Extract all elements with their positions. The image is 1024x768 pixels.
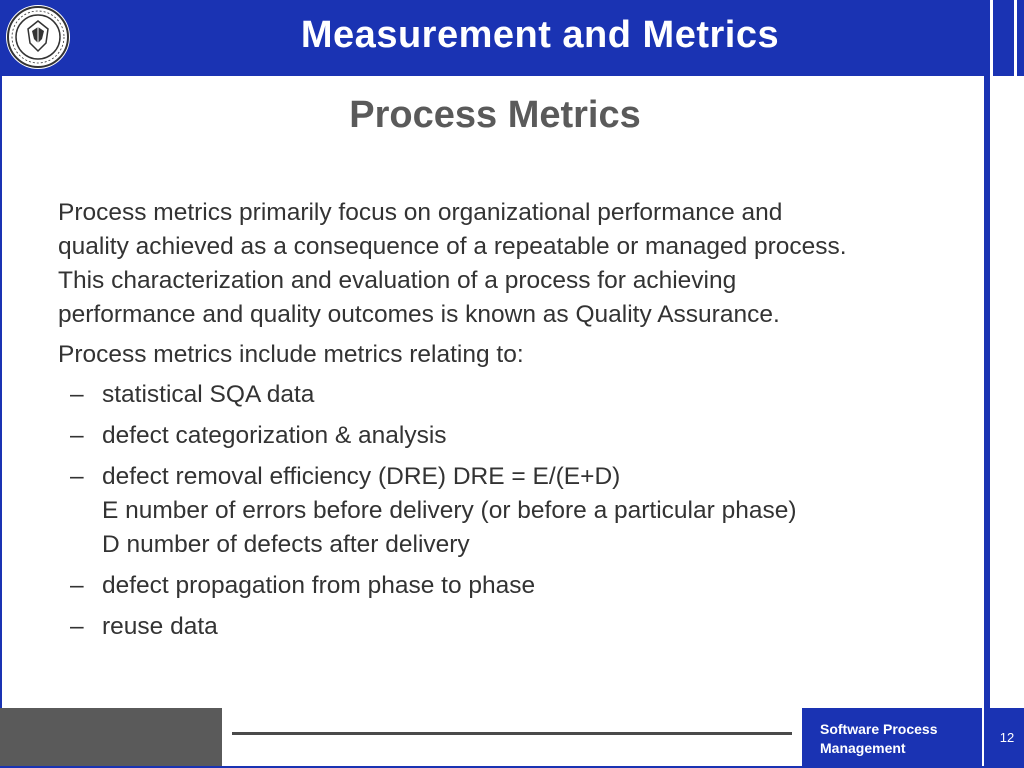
dash-bullet: – <box>70 381 84 408</box>
list-item-text: defect categorization & analysis <box>102 422 447 449</box>
paragraph-line: Process metrics include metrics relating to: <box>58 341 524 368</box>
slide-body <box>58 196 980 651</box>
list-item <box>58 610 980 644</box>
list-item <box>58 419 980 453</box>
intro-paragraph <box>58 196 980 332</box>
right-stripe-gap <box>1014 0 1017 76</box>
list-intro <box>58 338 980 372</box>
slide-title: Process Metrics <box>349 94 641 136</box>
footer-divider <box>232 732 792 735</box>
right-stripe-gap <box>990 0 993 76</box>
list-item-text: reuse data <box>102 613 218 640</box>
dash-bullet: – <box>70 613 84 640</box>
paragraph-line: Process metrics primarily focus on organizational performance and <box>58 199 783 226</box>
dash-bullet: – <box>70 572 84 599</box>
list-item <box>58 569 980 603</box>
footer-course-line: Management <box>820 740 906 756</box>
list-item-text: defect propagation from phase to phase <box>102 572 536 599</box>
footer-course-line: Software Process <box>820 721 938 737</box>
footer-course-label <box>802 708 982 768</box>
list-item-text: E number of errors before delivery (or before a particular phase) <box>102 497 797 524</box>
list-item <box>58 378 980 412</box>
header-title: Measurement and Metrics <box>300 14 780 56</box>
header-bar <box>0 0 984 76</box>
list-item-text: defect removal efficiency (DRE) DRE = E/(E+D) <box>102 463 621 490</box>
list-item-text: statistical SQA data <box>102 381 315 408</box>
dash-bullet: – <box>70 463 84 490</box>
list-item-text: D number of defects after delivery <box>102 531 470 558</box>
dash-bullet: – <box>70 422 84 449</box>
footer-gray-block <box>0 708 222 768</box>
page-number: 12 <box>990 708 1024 768</box>
paragraph-line: performance and quality outcomes is known as Quality Assurance. <box>58 301 780 328</box>
university-seal-icon <box>6 5 70 69</box>
list-item <box>58 460 980 562</box>
left-frame-line <box>0 76 2 708</box>
paragraph-line: quality achieved as a consequence of a repeatable or managed process. <box>58 233 847 260</box>
paragraph-line: This characterization and evaluation of a process for achieving <box>58 267 737 294</box>
